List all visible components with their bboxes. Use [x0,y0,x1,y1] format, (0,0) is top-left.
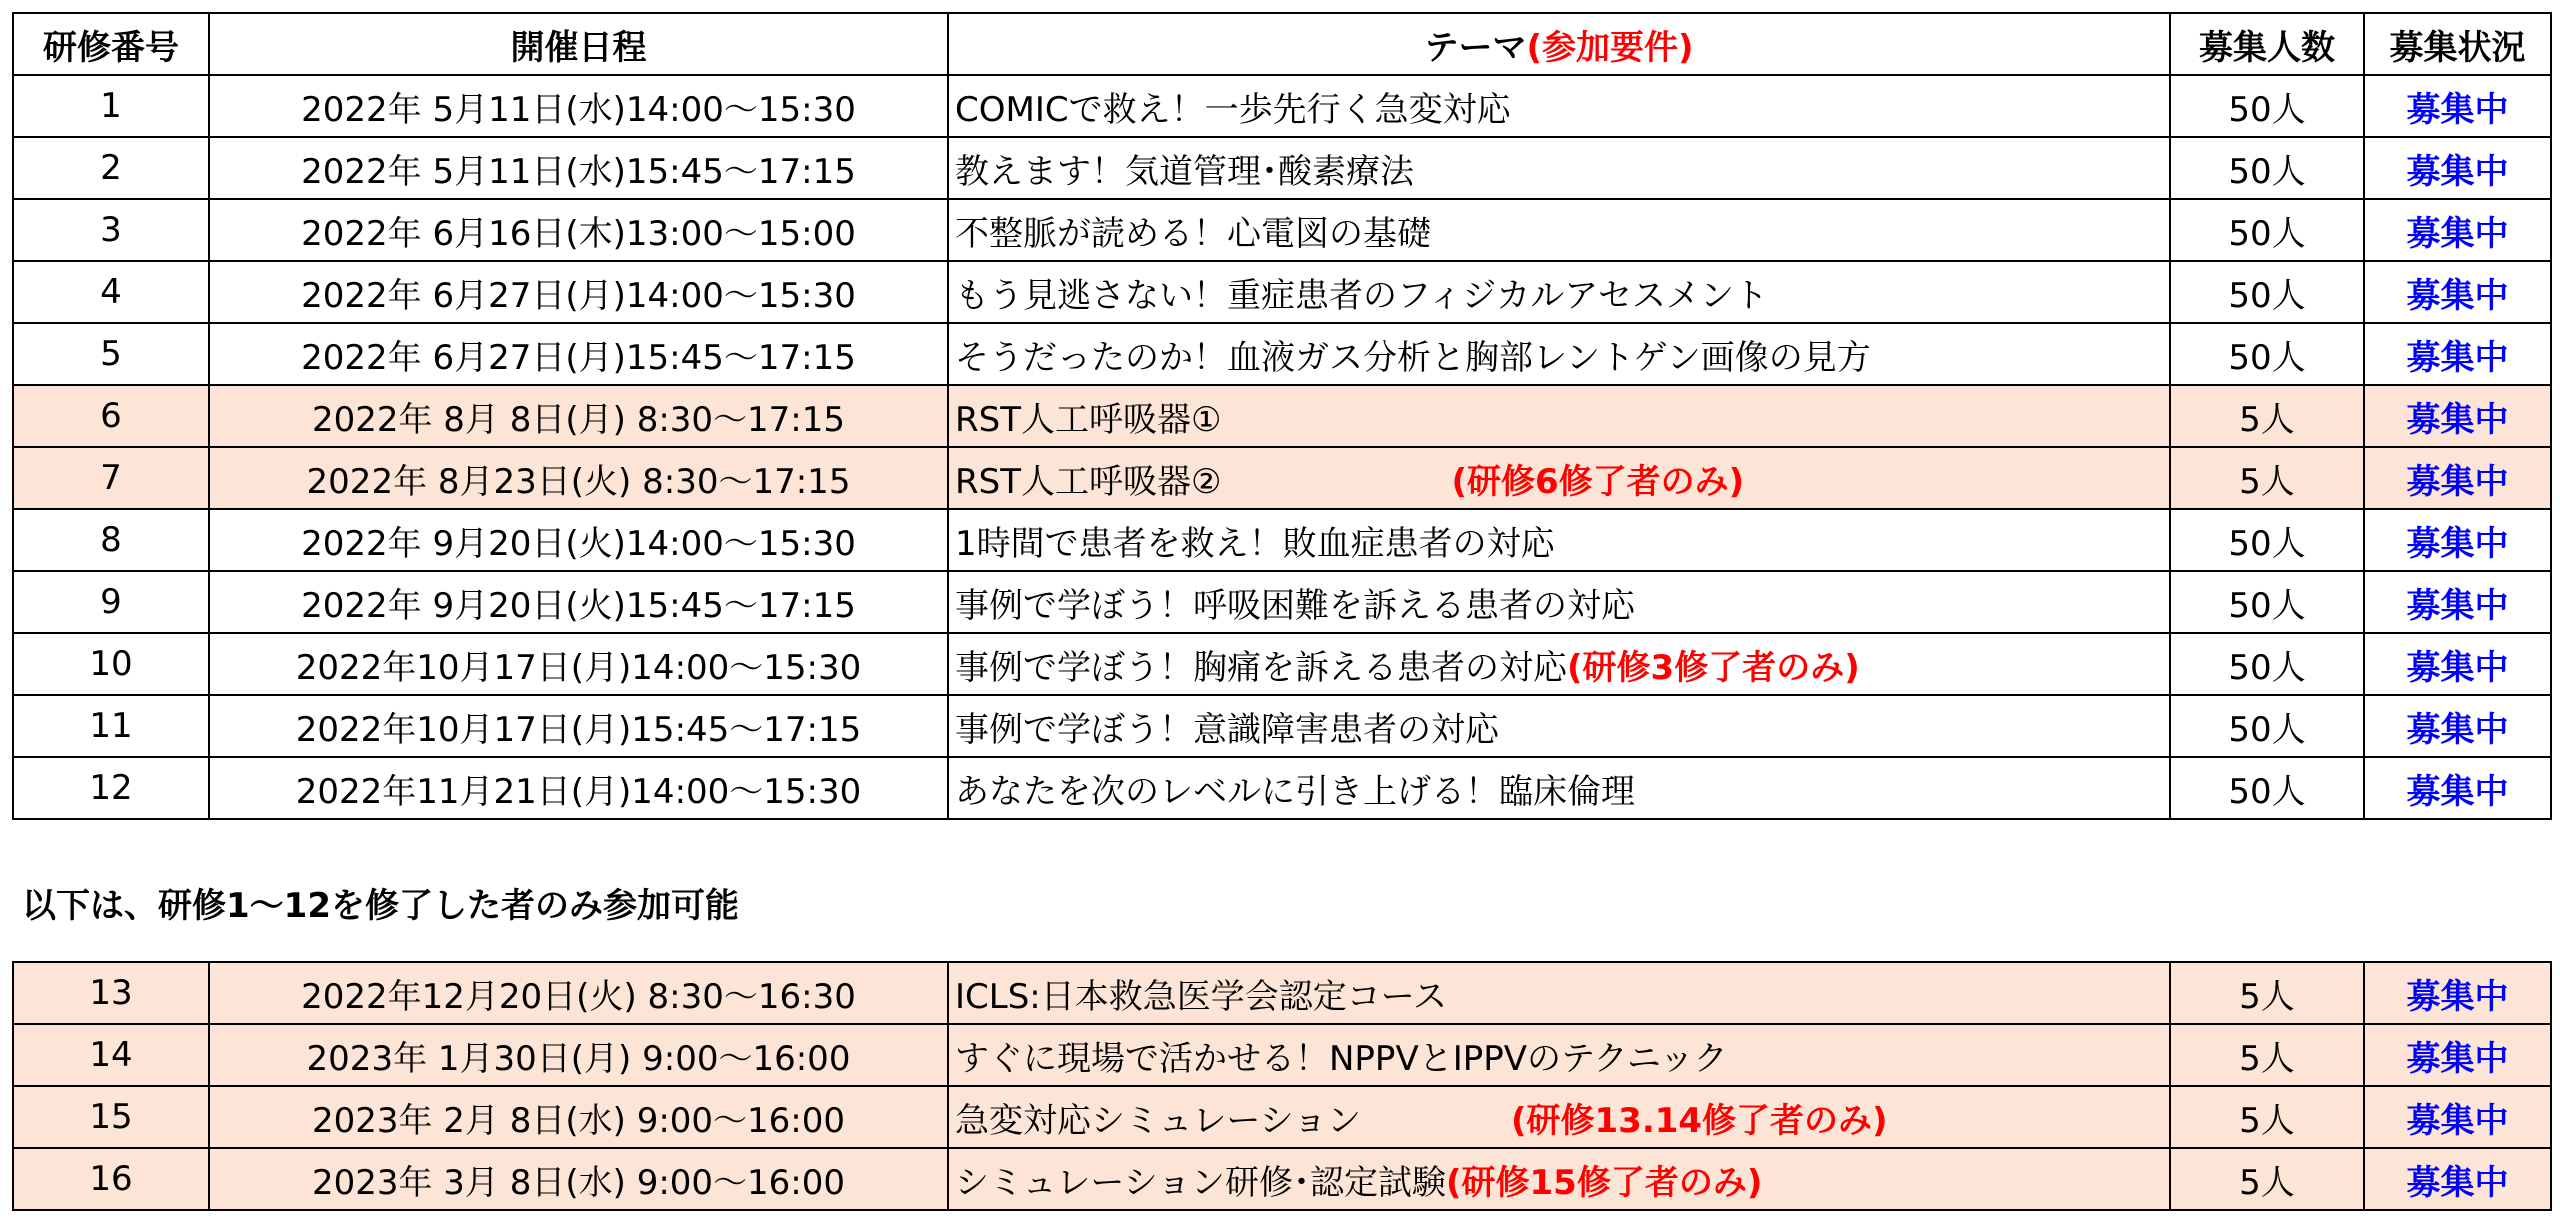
theme-cell [948,199,2170,261]
theme-cell [948,571,2170,633]
schedule-cell: 2022年 5月11日(水)15:45～17:15 [209,137,948,199]
training-number-cell: 4 [13,261,209,323]
status-cell: 募集中 [2364,633,2551,695]
training-schedule-table [12,12,2552,820]
theme-text: 教えます！気道管理･酸素療法 [955,151,1414,192]
theme-cell [948,447,2170,509]
capacity-cell: 5人 [2170,447,2364,509]
schedule-cell: 2022年 8月23日(火) 8:30～17:15 [209,447,948,509]
theme-cell [948,509,2170,571]
training-number-cell: 1 [13,75,209,137]
table-body-main [13,75,2551,819]
schedule-cell: 2023年 2月 8日(水) 9:00～16:00 [209,1086,948,1148]
theme-text: 事例で学ぼう！胸痛を訴える患者の対応 [955,647,1567,688]
status-cell: 募集中 [2364,447,2551,509]
table-row [13,633,2551,695]
schedule-cell: 2022年 9月20日(火)15:45～17:15 [209,571,948,633]
table-row [13,199,2551,261]
theme-text: 事例で学ぼう！意識障害患者の対応 [955,709,1499,750]
status-cell: 募集中 [2364,385,2551,447]
requirement-text: (研修15修了者のみ) [1445,1162,1763,1203]
capacity-cell: 5人 [2170,385,2364,447]
schedule-cell: 2022年10月17日(月)14:00～15:30 [209,633,948,695]
capacity-cell: 50人 [2170,323,2364,385]
schedule-cell: 2023年 3月 8日(水) 9:00～16:00 [209,1148,948,1210]
header-capacity: 募集人数 [2170,13,2364,75]
training-number-cell: 16 [13,1148,209,1210]
capacity-cell: 50人 [2170,261,2364,323]
theme-cell [948,1024,2170,1086]
table-row [13,962,2551,1024]
capacity-cell: 50人 [2170,75,2364,137]
capacity-cell: 50人 [2170,199,2364,261]
theme-cell [948,1086,2170,1148]
table-row [13,1086,2551,1148]
table-row [13,385,2551,447]
theme-cell [948,385,2170,447]
theme-text: すぐに現場で活かせる！NPPVとIPPVのテクニック [955,1038,1728,1079]
theme-cell [948,261,2170,323]
table-row [13,509,2551,571]
table-row [13,75,2551,137]
theme-text: RST人工呼吸器① [955,399,1222,440]
table-row [13,261,2551,323]
training-number-cell: 15 [13,1086,209,1148]
schedule-cell: 2022年 9月20日(火)14:00～15:30 [209,509,948,571]
table-row [13,447,2551,509]
training-number-cell: 2 [13,137,209,199]
theme-text: シミュレーション研修･認定試験 [955,1162,1446,1203]
status-cell: 募集中 [2364,137,2551,199]
status-cell: 募集中 [2364,323,2551,385]
training-number-cell: 6 [13,385,209,447]
schedule-cell: 2022年12月20日(火) 8:30～16:30 [209,962,948,1024]
table-row [13,757,2551,819]
header-theme [948,13,2170,75]
status-cell: 募集中 [2364,75,2551,137]
advanced-training-table [12,961,2552,1211]
schedule-cell: 2023年 1月30日(月) 9:00～16:00 [209,1024,948,1086]
theme-text: もう見逃さない！重症患者のフィジカルアセスメント [955,275,1768,316]
theme-text: 事例で学ぼう！呼吸困難を訴える患者の対応 [955,585,1635,626]
table-body-advanced [13,962,2551,1210]
capacity-cell: 5人 [2170,1148,2364,1210]
status-cell: 募集中 [2364,199,2551,261]
theme-cell [948,75,2170,137]
capacity-cell: 5人 [2170,1024,2364,1086]
header-status: 募集状況 [2364,13,2551,75]
theme-text: 急変対応シミュレーション [955,1100,1361,1141]
theme-text: あなたを次のレベルに引き上げる！臨床倫理 [955,771,1635,812]
table-row [13,323,2551,385]
status-cell: 募集中 [2364,1024,2551,1086]
schedule-cell: 2022年10月17日(月)15:45～17:15 [209,695,948,757]
theme-cell [948,695,2170,757]
table-header-row [13,13,2551,75]
capacity-cell: 5人 [2170,1086,2364,1148]
table-row [13,137,2551,199]
capacity-cell: 50人 [2170,757,2364,819]
header-theme-label: テーマ [1424,27,1527,68]
training-number-cell: 11 [13,695,209,757]
theme-cell [948,137,2170,199]
header-training-number: 研修番号 [13,13,209,75]
requirement-text: (研修13.14修了者のみ) [1510,1100,1888,1141]
theme-text: そうだったのか！血液ガス分析と胸部レントゲン画像の見方 [955,337,1871,378]
training-number-cell: 14 [13,1024,209,1086]
training-number-cell: 5 [13,323,209,385]
theme-cell [948,323,2170,385]
theme-text: 不整脈が読める！心電図の基礎 [955,213,1431,254]
theme-text: 1時間で患者を救え！敗血症患者の対応 [955,523,1555,564]
status-cell: 募集中 [2364,571,2551,633]
capacity-cell: 50人 [2170,571,2364,633]
theme-cell [948,1148,2170,1210]
capacity-cell: 50人 [2170,509,2364,571]
status-cell: 募集中 [2364,1086,2551,1148]
schedule-cell: 2022年 6月16日(木)13:00～15:00 [209,199,948,261]
status-cell: 募集中 [2364,962,2551,1024]
table-row [13,1148,2551,1210]
schedule-cell: 2022年11月21日(月)14:00～15:30 [209,757,948,819]
training-number-cell: 12 [13,757,209,819]
theme-cell [948,757,2170,819]
schedule-cell: 2022年 6月27日(月)14:00～15:30 [209,261,948,323]
training-number-cell: 7 [13,447,209,509]
status-cell: 募集中 [2364,757,2551,819]
theme-text: ICLS:日本救急医学会認定コース [955,976,1448,1017]
schedule-cell: 2022年 5月11日(水)14:00～15:30 [209,75,948,137]
training-number-cell: 3 [13,199,209,261]
status-cell: 募集中 [2364,509,2551,571]
table-row [13,571,2551,633]
header-theme-requirement: (参加要件) [1526,27,1694,68]
training-number-cell: 10 [13,633,209,695]
theme-text: COMICで救え！一歩先行く急変対応 [955,89,1511,130]
theme-cell [948,962,2170,1024]
requirement-text: (研修3修了者のみ) [1567,647,1860,688]
capacity-cell: 5人 [2170,962,2364,1024]
eligibility-note: 以下は、研修1～12を修了した者のみ参加可能 [22,886,739,926]
status-cell: 募集中 [2364,1148,2551,1210]
capacity-cell: 50人 [2170,695,2364,757]
header-schedule: 開催日程 [209,13,948,75]
training-number-cell: 8 [13,509,209,571]
table-row [13,695,2551,757]
table-row [13,1024,2551,1086]
requirement-text: (研修6修了者のみ) [1451,461,1745,502]
schedule-cell: 2022年 6月27日(月)15:45～17:15 [209,323,948,385]
theme-text: RST人工呼吸器② [955,461,1222,502]
capacity-cell: 50人 [2170,633,2364,695]
capacity-cell: 50人 [2170,137,2364,199]
status-cell: 募集中 [2364,261,2551,323]
schedule-cell: 2022年 8月 8日(月) 8:30～17:15 [209,385,948,447]
training-number-cell: 13 [13,962,209,1024]
theme-cell [948,633,2170,695]
status-cell: 募集中 [2364,695,2551,757]
training-number-cell: 9 [13,571,209,633]
